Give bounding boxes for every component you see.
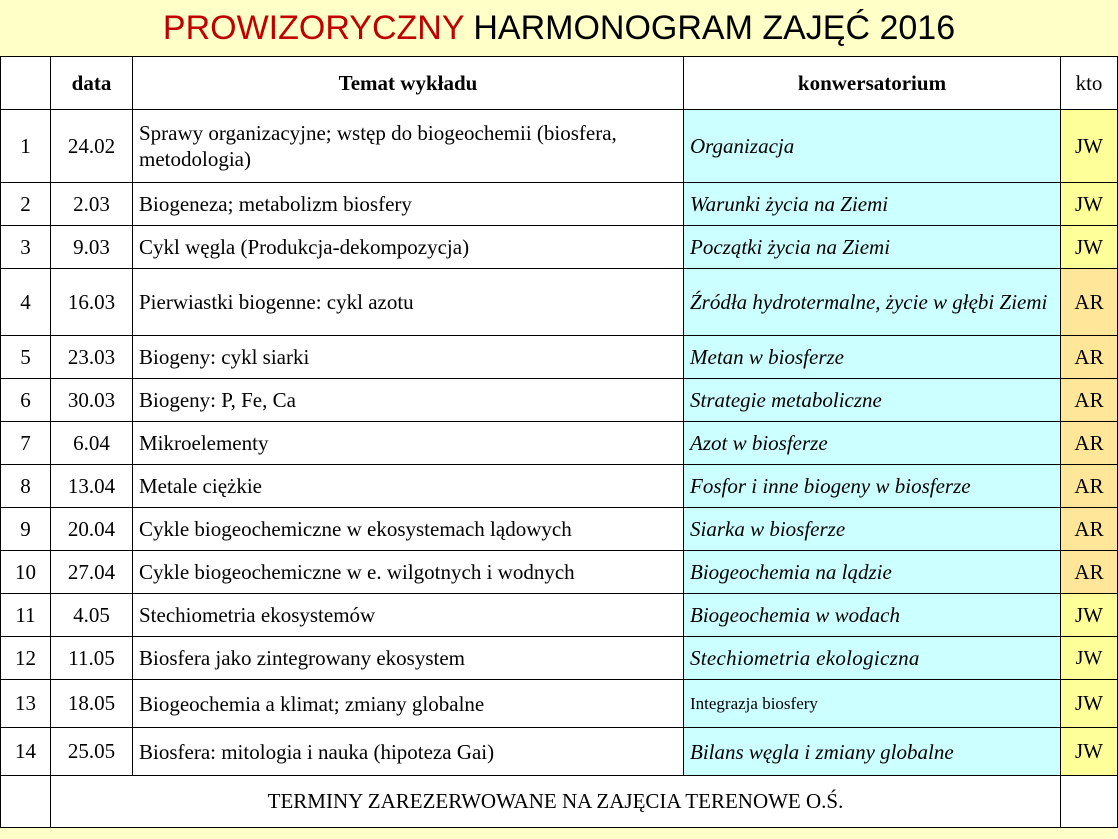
row-kto: AR [1061,508,1118,551]
header-topic: Temat wykładu [133,57,684,110]
row-topic: Cykl węgla (Produkcja-dekompozycja) [133,226,684,269]
row-number: 5 [1,336,51,379]
row-number: 2 [1,183,51,226]
row-date: 18.05 [51,680,133,728]
table-row [1,551,1118,594]
row-kto: JW [1061,680,1118,728]
row-kto: AR [1061,379,1118,422]
footer-text: TERMINY ZAREZERWOWANE NA ZAJĘCIA TERENOWE O.Ś. [51,776,1061,828]
table-row [1,269,1118,336]
row-konwersatorium: Biogeochemia w wodach [684,594,1061,637]
row-topic: Biogeneza; metabolizm biosfery [133,183,684,226]
row-kto: AR [1061,551,1118,594]
row-konwersatorium: Stechiometria ekologiczna [684,637,1061,680]
row-konwersatorium: Strategie metaboliczne [684,379,1061,422]
row-date: 4.05 [51,594,133,637]
row-number: 9 [1,508,51,551]
row-konwersatorium: Organizacja [684,110,1061,183]
table-row [1,728,1118,776]
footer-row [1,776,1118,828]
header-row [1,57,1118,110]
row-kto: AR [1061,269,1118,336]
row-kto: JW [1061,183,1118,226]
row-konwersatorium: Siarka w biosferze [684,508,1061,551]
row-date: 25.05 [51,728,133,776]
row-kto: JW [1061,226,1118,269]
row-topic: Biogeny: P, Fe, Ca [133,379,684,422]
title-black-part: HARMONOGRAM ZAJĘĆ 2016 [463,9,956,47]
row-topic: Biosfera jako zintegrowany ekosystem [133,637,684,680]
row-topic: Pierwiastki biogenne: cykl azotu [133,269,684,336]
row-date: 6.04 [51,422,133,465]
table-row [1,680,1118,728]
row-date: 16.03 [51,269,133,336]
header-konwersatorium: konwersatorium [684,57,1061,110]
footer-empty-kto [1061,776,1118,828]
page-title [0,0,1118,56]
table-row [1,508,1118,551]
table-row [1,379,1118,422]
header-date: data [51,57,133,110]
table-row [1,110,1118,183]
row-number: 12 [1,637,51,680]
row-konwersatorium: Fosfor i inne biogeny w biosferze [684,465,1061,508]
table-row [1,637,1118,680]
row-topic: Biosfera: mitologia i nauka (hipoteza Gai) [133,728,684,776]
row-date: 11.05 [51,637,133,680]
row-date: 23.03 [51,336,133,379]
row-kto: JW [1061,728,1118,776]
table-row [1,226,1118,269]
row-kto: JW [1061,110,1118,183]
row-kto: JW [1061,637,1118,680]
row-topic: Mikroelementy [133,422,684,465]
row-date: 2.03 [51,183,133,226]
table-row [1,183,1118,226]
row-konwersatorium: Biogeochemia na lądzie [684,551,1061,594]
row-konwersatorium: Początki życia na Ziemi [684,226,1061,269]
row-konwersatorium: Integrazja biosfery [684,680,1061,728]
header-no [1,57,51,110]
row-kto: AR [1061,336,1118,379]
row-topic: Cykle biogeochemiczne w e. wilgotnych i wodnych [133,551,684,594]
row-kto: AR [1061,422,1118,465]
row-date: 13.04 [51,465,133,508]
table-row [1,594,1118,637]
table-row [1,465,1118,508]
row-date: 9.03 [51,226,133,269]
row-number: 14 [1,728,51,776]
row-topic: Biogeny: cykl siarki [133,336,684,379]
row-konwersatorium: Bilans węgla i zmiany globalne [684,728,1061,776]
row-topic: Sprawy organizacyjne; wstęp do biogeochemii (biosfera, metodologia) [133,110,684,183]
row-konwersatorium: Źródła hydrotermalne, życie w głębi Ziemi [684,269,1061,336]
row-number: 13 [1,680,51,728]
row-date: 20.04 [51,508,133,551]
table-row [1,336,1118,379]
row-number: 11 [1,594,51,637]
row-topic: Metale ciężkie [133,465,684,508]
row-number: 3 [1,226,51,269]
row-konwersatorium: Azot w biosferze [684,422,1061,465]
row-kto: AR [1061,465,1118,508]
row-number: 7 [1,422,51,465]
row-date: 30.03 [51,379,133,422]
row-number: 1 [1,110,51,183]
footer-empty-no [1,776,51,828]
row-topic: Biogeochemia a klimat; zmiany globalne [133,680,684,728]
row-topic: Stechiometria ekosystemów [133,594,684,637]
row-konwersatorium: Warunki życia na Ziemi [684,183,1061,226]
header-kto: kto [1061,57,1118,110]
table-row [1,422,1118,465]
row-date: 27.04 [51,551,133,594]
row-number: 6 [1,379,51,422]
schedule-table [0,56,1118,828]
row-konwersatorium: Metan w biosferze [684,336,1061,379]
row-kto: JW [1061,594,1118,637]
row-topic: Cykle biogeochemiczne w ekosystemach lądowych [133,508,684,551]
row-date: 24.02 [51,110,133,183]
title-red-part: PROWIZORYCZNY [162,9,464,47]
row-number: 8 [1,465,51,508]
row-number: 4 [1,269,51,336]
row-number: 10 [1,551,51,594]
